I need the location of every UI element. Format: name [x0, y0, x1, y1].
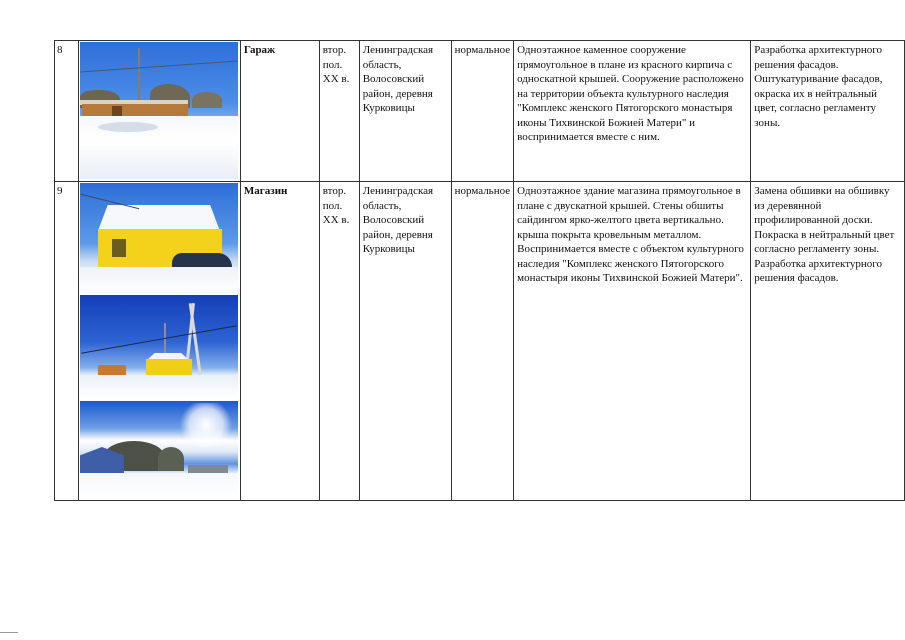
object-description: Одноэтажное каменное сооружение прямоугольное в плане из красного кирпича с односкатной крышей. Сооружение расположено на территории объекта культурного наследия "Комплекс женского Пятогорского монастыря иконы Тихвинской Божией Матери" и воспринимается вместе с ним.: [514, 41, 751, 182]
sun-glare-shape: [176, 403, 236, 447]
object-name: Гараж: [240, 41, 319, 182]
object-location: Ленинградская область, Волосовский район, деревня Курковицы: [359, 182, 451, 501]
shop-window-shape: [112, 239, 126, 257]
object-recommendation: Замена обшивки на обшивку из деревянной профилированной доски. Покраска в нейтральный цвет согласно регламенту зоны. Разработка архитектурного решения фасадов.: [751, 182, 905, 501]
wire-shape: [80, 60, 238, 72]
pole-shape: [138, 48, 140, 106]
object-recommendation: Разработка архитектурного решения фасадов. Оштукатуривание фасадов, окраска их в нейтральный цвет, согласно регламенту зоны.: [751, 41, 905, 182]
snow-shape: [98, 122, 158, 132]
trees-shape: [192, 92, 222, 108]
shop-roof-shape: [98, 205, 220, 231]
object-period: втор. пол. XX в.: [319, 182, 359, 501]
photo-cell: [78, 182, 240, 501]
page-edge-mark: [0, 632, 18, 633]
table-row: [55, 41, 905, 182]
trees-shape: [158, 447, 184, 471]
shop-photo: [80, 401, 238, 499]
garage-photo: [80, 42, 238, 179]
snow-shape: [80, 267, 238, 293]
object-status: нормальное: [451, 182, 514, 501]
wire-shape: [81, 325, 237, 353]
object-description: Одноэтажное здание магазина прямоугольное в плане с двускатной крышей. Стены обшиты сайдингом ярко-желтого цвета вертикально. крыша покрыта кровельным металлом. Воспринимается вместе с объектом культурного наследия "Комплекс женского Пятогорского монастыря иконы Тихвинской Божией Матери".: [514, 182, 751, 501]
objects-table: [54, 40, 905, 501]
object-status: нормальное: [451, 41, 514, 182]
object-name: Магазин: [240, 182, 319, 501]
table-row: [55, 182, 905, 501]
object-location: Ленинградская область, Волосовский район, деревня Курковицы: [359, 41, 451, 182]
shop-photo: [80, 295, 238, 399]
shop-photo: [80, 183, 238, 293]
row-number: 9: [55, 182, 79, 501]
row-number: 8: [55, 41, 79, 182]
object-period: втор. пол. XX в.: [319, 41, 359, 182]
photo-cell: [78, 41, 240, 182]
snow-shape: [80, 375, 238, 399]
snow-shape: [80, 473, 238, 499]
